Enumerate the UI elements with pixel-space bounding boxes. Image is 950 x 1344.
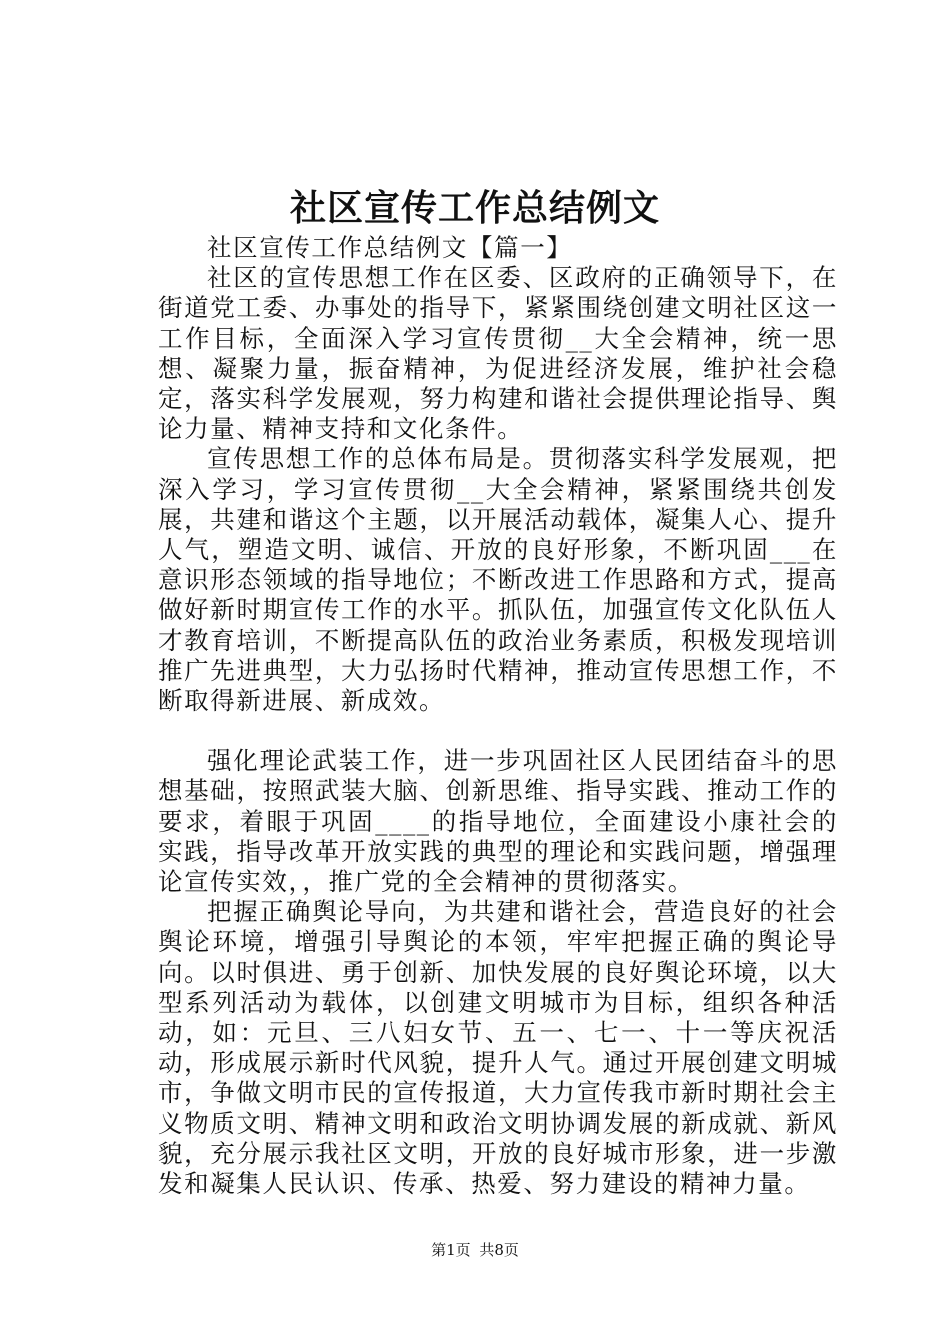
paragraph: 强化理论武装工作，进一步巩固社区人民团结奋斗的思想基础，按照武装大脑、创新思维、指导实践、推动工作的要求，着眼于巩固____的指导地位，全面建设小康社会的实践，指导改革开放实践的典型的理论和实践问题，增强理论宣传实效，，推广党的全会精神的贯彻落实。 — [158, 746, 838, 897]
page-footer: 第1页 共8页 — [431, 1241, 519, 1259]
paragraph: 把握正确舆论导向，为共建和谐社会，营造良好的社会舆论环境，增强引导舆论的本领，牢牢把握正确的舆论导向。以时俱进、勇于创新、加快发展的良好舆论环境，以大型系列活动为载体，以创建文明城市为目标，组织各种活动，如：元旦、三八妇女节、五一、七一、十一等庆祝活动，形成展示新时代风貌，提升人气。通过开展创建文明城市，争做文明市民的宣传报道，大力宣传我市新时期社会主义物质文明、精神文明和政治文明协调发展的新成就、新风貌，充分展示我社区文明，开放的良好城市形象，进一步激发和凝集人民认识、传承、热爱、努力建设的精神力量。 — [158, 897, 838, 1199]
paragraph: 宣传思想工作的总体布局是。贯彻落实科学发展观，把深入学习，学习宣传贯彻__大全会精神，紧紧围绕共创发展，共建和谐这个主题，以开展活动载体，凝集人心、提升人气，塑造文明、诚信、开放的良好形象，不断巩固___在意识形态领域的指导地位；不断改进工作思路和方式，提高做好新时期宣传工作的水平。抓队伍，加强宣传文化队伍人才教育培训，不断提高队伍的政治业务素质，积极发现培训推广先进典型，大力弘扬时代精神，推动宣传思想工作，不断取得新进展、新成效。 — [158, 444, 838, 716]
paragraph: 社区的宣传思想工作在区委、区政府的正确领导下，在街道党工委、办事处的指导下，紧紧围绕创建文明社区这一工作目标，全面深入学习宣传贯彻__大全会精神，统一思想、凝聚力量，振奋精神，为促进经济发展，维护社会稳定，落实科学发展观，努力构建和谐社会提供理论指导、舆论力量、精神支持和文化条件。 — [158, 263, 838, 444]
document-title: 社区宣传工作总结例文 — [289, 187, 660, 229]
document-body — [158, 233, 838, 1199]
section-heading: 社区宣传工作总结例文【篇一】 — [207, 233, 573, 262]
